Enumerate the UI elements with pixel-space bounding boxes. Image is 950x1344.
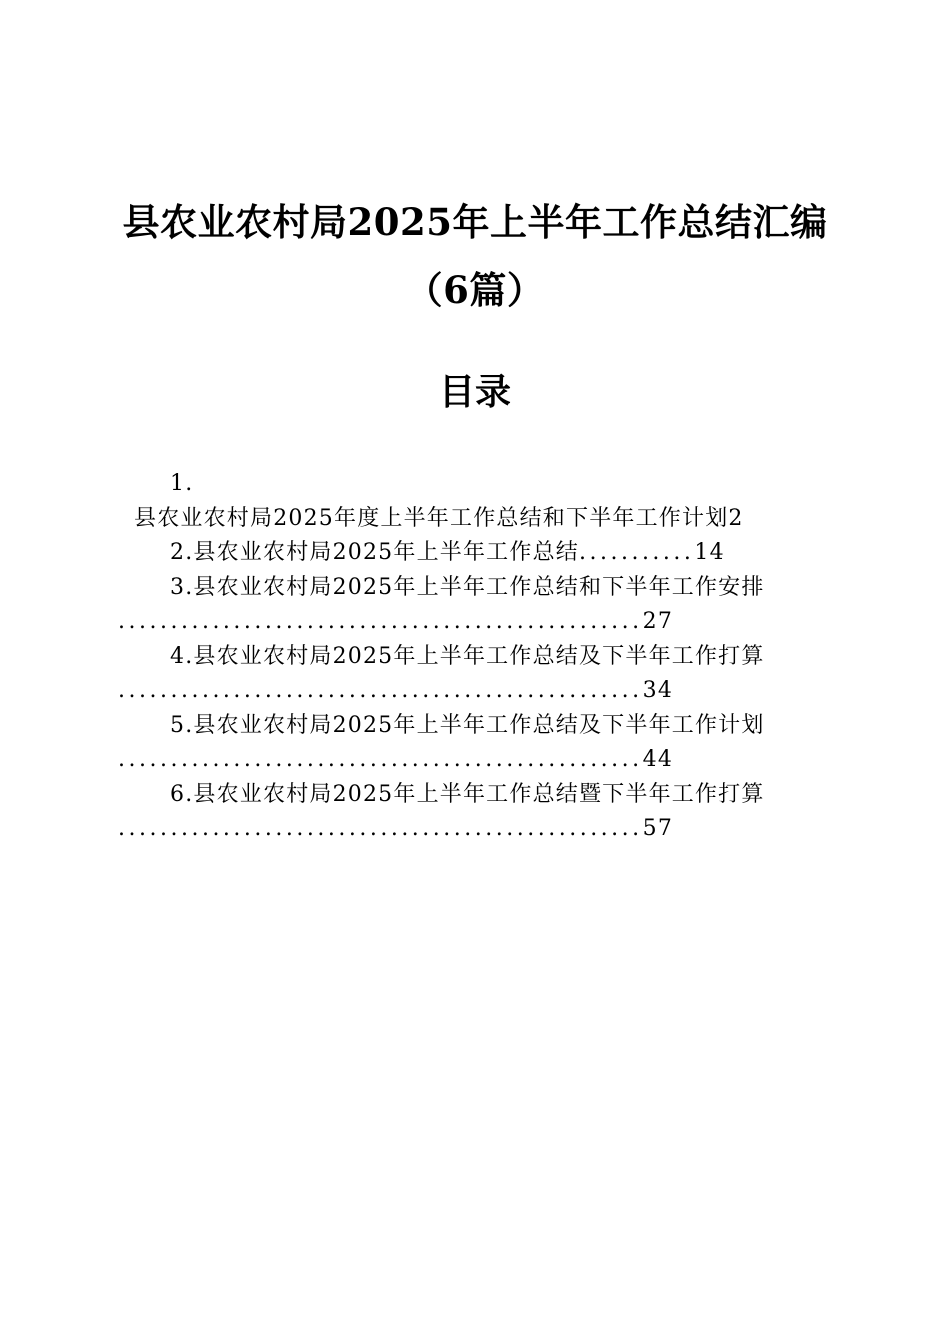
toc-entry-page: 44 — [642, 747, 674, 772]
toc-entry-3[interactable] — [118, 571, 832, 606]
toc-entry-title: 县农业农村局2025年上半年工作总结和下半年工作安排 — [193, 574, 765, 600]
toc-entry-number: 2. — [170, 540, 194, 565]
toc-entry-4[interactable] — [118, 640, 832, 675]
toc-entry-5-leader-line[interactable] — [118, 743, 832, 778]
toc-entry-leader: .................................................. — [118, 678, 643, 703]
toc-entry-page: 27 — [642, 609, 674, 634]
document-title: 县农业农村局2025年上半年工作总结汇编（6篇） — [122, 200, 828, 312]
toc-entry-number: 5. — [170, 712, 194, 738]
toc-entry-6[interactable] — [118, 778, 832, 813]
toc-entry-3-leader-line[interactable] — [118, 605, 832, 640]
toc-entry-1-number-line[interactable] — [118, 467, 832, 502]
toc-entry-title: 县农业农村局2025年度上半年工作总结和下半年工作计划 — [134, 505, 729, 531]
toc-entry-number: 3. — [170, 574, 194, 600]
toc-entry-2[interactable] — [118, 536, 832, 571]
toc-entry-title: 县农业农村局2025年上半年工作总结 — [193, 540, 579, 565]
toc-entry-page: 57 — [642, 816, 674, 841]
toc-entry-leader: .................................................. — [118, 747, 643, 772]
toc-entry-4-leader-line[interactable] — [118, 674, 832, 709]
table-of-contents — [118, 467, 832, 847]
toc-entry-number: 1. — [170, 471, 194, 496]
toc-entry-number: 6. — [170, 781, 194, 807]
toc-entry-page: 14 — [694, 540, 725, 565]
toc-entry-page: 2 — [728, 505, 744, 531]
toc-entry-leader: ........... — [578, 540, 695, 565]
toc-entry-leader: .................................................. — [118, 816, 643, 841]
toc-entry-number: 4. — [170, 643, 194, 669]
toc-entry-title: 县农业农村局2025年上半年工作总结及下半年工作打算 — [193, 643, 765, 669]
toc-entry-page: 34 — [642, 678, 674, 703]
toc-entry-5[interactable] — [118, 709, 832, 744]
toc-entry-title: 县农业农村局2025年上半年工作总结及下半年工作计划 — [193, 712, 765, 738]
toc-entry-title: 县农业农村局2025年上半年工作总结暨下半年工作打算 — [193, 781, 765, 807]
toc-entry-1[interactable] — [118, 502, 832, 537]
toc-entry-leader: .................................................. — [118, 609, 643, 634]
toc-entry-6-leader-line[interactable] — [118, 812, 832, 847]
toc-heading: 目录 — [438, 371, 511, 413]
